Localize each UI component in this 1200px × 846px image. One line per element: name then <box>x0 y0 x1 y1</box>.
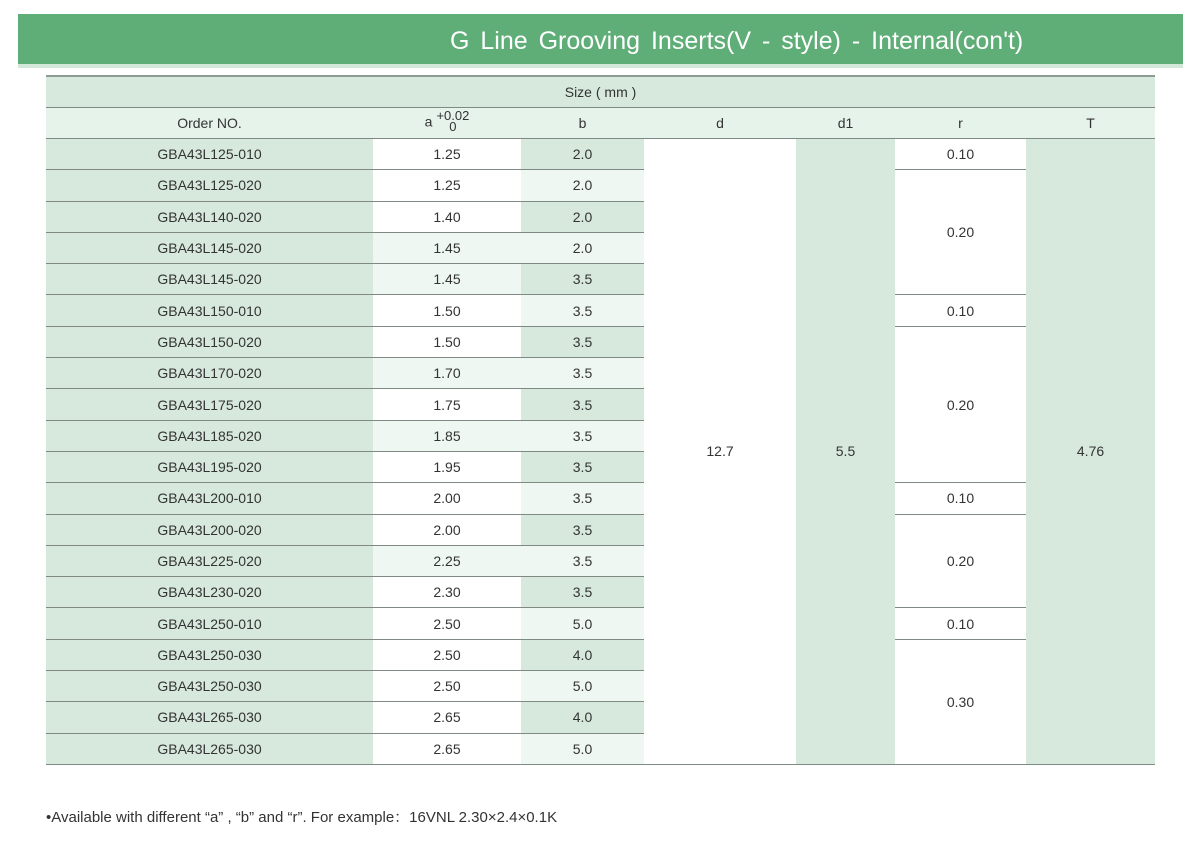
order-number-cell: GBA43L230-020 <box>46 577 373 608</box>
size-header-row <box>46 76 1155 108</box>
order-number-cell: GBA43L250-010 <box>46 608 373 639</box>
a-cell: 1.25 <box>373 170 521 201</box>
a-cell: 2.00 <box>373 483 521 514</box>
b-cell: 2.0 <box>521 170 644 201</box>
a-cell: 1.50 <box>373 326 521 357</box>
grooving-insert-table <box>46 75 1155 765</box>
order-number-cell: GBA43L200-020 <box>46 514 373 545</box>
order-number-cell: GBA43L150-010 <box>46 295 373 326</box>
b-cell: 3.5 <box>521 545 644 576</box>
order-number-cell: GBA43L185-020 <box>46 420 373 451</box>
b-cell: 4.0 <box>521 702 644 733</box>
order-number-cell: GBA43L265-030 <box>46 733 373 764</box>
column-header-order: Order NO. <box>46 108 373 139</box>
order-number-cell: GBA43L250-030 <box>46 639 373 670</box>
b-cell: 3.5 <box>521 514 644 545</box>
b-cell: 5.0 <box>521 671 644 702</box>
a-tolerance-lower: 0 <box>449 119 457 134</box>
a-cell: 2.65 <box>373 702 521 733</box>
order-number-cell: GBA43L200-010 <box>46 483 373 514</box>
r-cell: 0.10 <box>895 295 1026 326</box>
table-row <box>46 326 1155 357</box>
a-cell: 2.50 <box>373 671 521 702</box>
r-cell: 0.20 <box>895 170 1026 295</box>
a-cell: 2.65 <box>373 733 521 764</box>
a-cell: 1.40 <box>373 201 521 232</box>
t-cell: 4.76 <box>1026 139 1155 765</box>
order-number-cell: GBA43L175-020 <box>46 389 373 420</box>
table-row <box>46 295 1155 326</box>
page-title: G Line Grooving Inserts(V - style) - Internal(con't) <box>18 14 1183 64</box>
footnote: •Available with different “a” , “b” and “r”. For example：16VNL 2.30×2.4×0.1K <box>46 809 558 826</box>
b-cell: 3.5 <box>521 326 644 357</box>
order-number-cell: GBA43L250-030 <box>46 671 373 702</box>
table-row <box>46 139 1155 170</box>
order-number-cell: GBA43L265-030 <box>46 702 373 733</box>
a-tolerance <box>436 110 469 132</box>
order-number-cell: GBA43L225-020 <box>46 545 373 576</box>
b-cell: 5.0 <box>521 608 644 639</box>
order-number-cell: GBA43L195-020 <box>46 451 373 482</box>
column-header-b: b <box>521 108 644 139</box>
r-cell: 0.20 <box>895 514 1026 608</box>
column-header-d1: d1 <box>796 108 895 139</box>
a-tolerance-upper: +0.02 <box>436 108 470 123</box>
order-number-cell: GBA43L125-020 <box>46 170 373 201</box>
d-cell: 12.7 <box>644 139 796 765</box>
a-cell: 2.30 <box>373 577 521 608</box>
column-header-a-label: a <box>424 113 433 130</box>
b-cell: 2.0 <box>521 201 644 232</box>
a-cell: 1.45 <box>373 264 521 295</box>
a-cell: 1.75 <box>373 389 521 420</box>
r-cell: 0.10 <box>895 483 1026 514</box>
order-number-cell: GBA43L145-020 <box>46 232 373 263</box>
size-header: Size ( mm ) <box>46 76 1155 108</box>
b-cell: 3.5 <box>521 451 644 482</box>
order-number-cell: GBA43L145-020 <box>46 264 373 295</box>
b-cell: 5.0 <box>521 733 644 764</box>
a-cell: 2.50 <box>373 608 521 639</box>
r-cell: 0.30 <box>895 639 1026 764</box>
column-header-t: T <box>1026 108 1155 139</box>
a-cell: 1.25 <box>373 139 521 170</box>
b-cell: 3.5 <box>521 389 644 420</box>
b-cell: 3.5 <box>521 295 644 326</box>
b-cell: 2.0 <box>521 139 644 170</box>
column-header-d: d <box>644 108 796 139</box>
b-cell: 3.5 <box>521 483 644 514</box>
table-row <box>46 608 1155 639</box>
order-number-cell: GBA43L150-020 <box>46 326 373 357</box>
r-cell: 0.20 <box>895 326 1026 482</box>
d1-cell: 5.5 <box>796 139 895 765</box>
order-number-cell: GBA43L125-010 <box>46 139 373 170</box>
b-cell: 3.5 <box>521 358 644 389</box>
b-cell: 2.0 <box>521 232 644 263</box>
order-number-cell: GBA43L170-020 <box>46 358 373 389</box>
table-row <box>46 483 1155 514</box>
r-cell: 0.10 <box>895 139 1026 170</box>
r-cell: 0.10 <box>895 608 1026 639</box>
table-row <box>46 639 1155 670</box>
b-cell: 4.0 <box>521 639 644 670</box>
a-cell: 2.25 <box>373 545 521 576</box>
order-number-cell: GBA43L140-020 <box>46 201 373 232</box>
table-row <box>46 170 1155 201</box>
a-cell: 1.50 <box>373 295 521 326</box>
b-cell: 3.5 <box>521 577 644 608</box>
a-cell: 1.85 <box>373 420 521 451</box>
column-header-r: r <box>895 108 1026 139</box>
table-row <box>46 514 1155 545</box>
a-cell: 2.50 <box>373 639 521 670</box>
column-header-a <box>373 108 521 139</box>
a-cell: 1.95 <box>373 451 521 482</box>
a-cell: 1.70 <box>373 358 521 389</box>
a-cell: 2.00 <box>373 514 521 545</box>
b-cell: 3.5 <box>521 420 644 451</box>
b-cell: 3.5 <box>521 264 644 295</box>
a-cell: 1.45 <box>373 232 521 263</box>
column-header-row <box>46 108 1155 139</box>
